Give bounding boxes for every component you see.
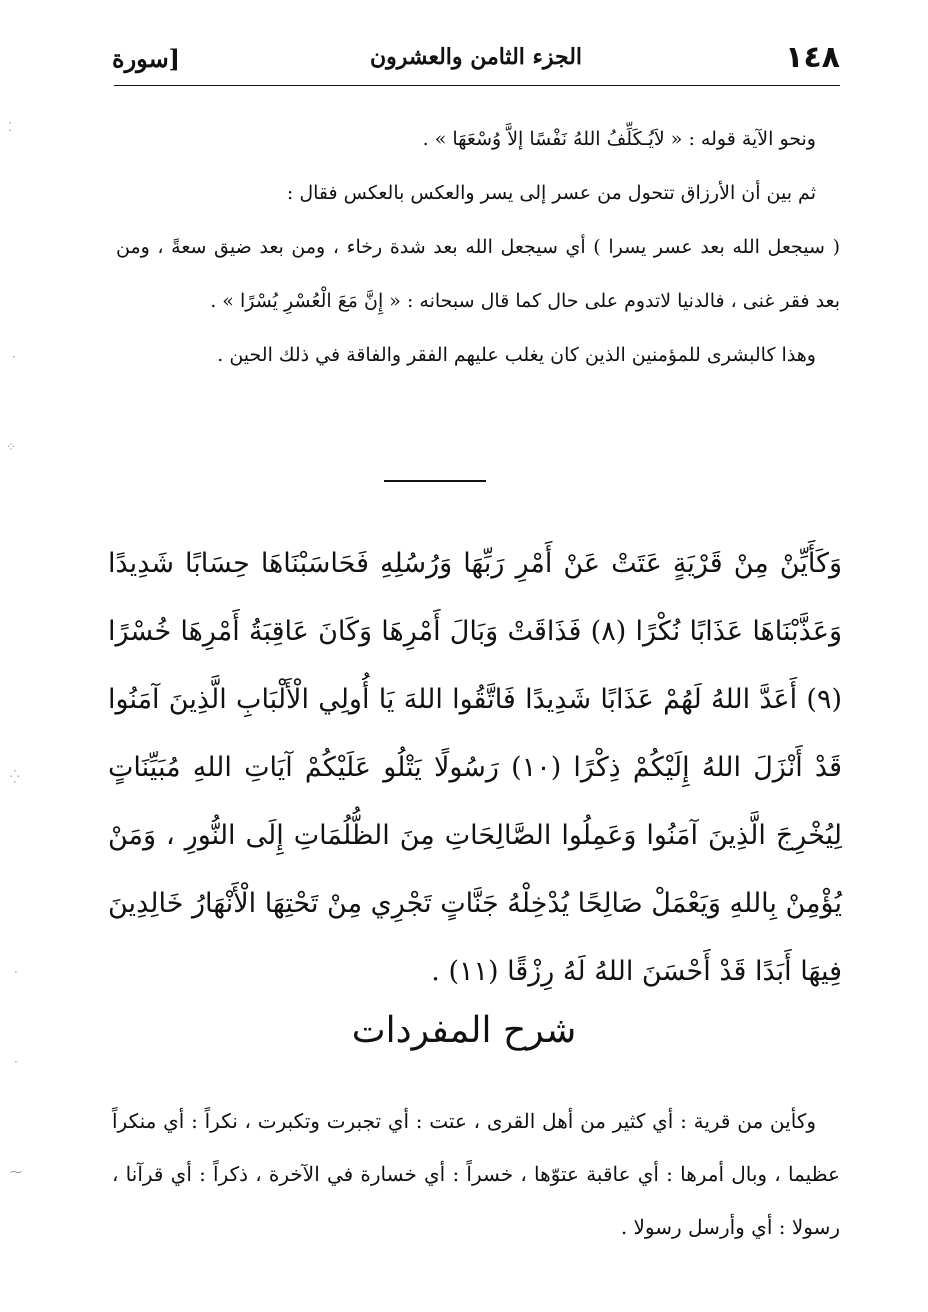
- sura-label: [سورة: [112, 44, 181, 73]
- quran-verses: [108, 530, 842, 1006]
- commentary-paragraph: ثم بين أن الأرزاق تتحول من عسر إلى يسر والعكس بالعكس فقال :: [286, 182, 816, 204]
- running-title: الجزء الثامن والعشرون: [369, 44, 583, 70]
- commentary-block: [116, 112, 840, 382]
- glossary-block: [112, 1095, 840, 1254]
- margin-speck: ·: [12, 350, 16, 364]
- commentary-paragraph: ( سيجعل الله بعد عسر يسرا ) أي سيجعل الله بعد شدة رخاء ، ومن بعد ضيق سعةً ، ومن بعد فقر غنى ، فالدنيا لاتدوم على حال كما قال سبحانه : « إِنَّ مَعَ الْعُسْرِ يُسْرًا » .: [116, 236, 840, 312]
- page-number: ١٤٨: [785, 40, 840, 75]
- margin-speck: ⁚: [8, 120, 12, 134]
- verses-text: وَكَأَيِّنْ مِنْ قَرْيَةٍ عَتَتْ عَنْ أَمْرِ رَبِّهَا وَرُسُلِهِ فَحَاسَبْنَاهَا حِسَابًا شَدِيدًا وَعَذَّبْنَاهَا عَذَابًا نُكْرًا (٨) فَذَاقَتْ وَبَالَ أَمْرِهَا وَكَانَ عَاقِبَةُ أَمْرِهَا خُسْرًا (٩) أَعَدَّ اللهُ لَهُمْ عَذَابًا شَدِيدًا فَاتَّقُوا اللهَ يَا أُولِي الْأَلْبَابِ الَّذِينَ آمَنُوا قَدْ أَنْزَلَ اللهُ إِلَيْكُمْ ذِكْرًا (١٠) رَسُولًا يَتْلُو عَلَيْكُمْ آيَاتِ اللهِ مُبَيِّنَاتٍ لِيُخْرِجَ الَّذِينَ آمَنُوا وَعَمِلُوا الصَّالِحَاتِ مِنَ الظُّلُمَاتِ إِلَى النُّورِ ، وَمَنْ يُؤْمِنْ بِاللهِ وَيَعْمَلْ صَالِحًا يُدْخِلْهُ جَنَّاتٍ تَجْرِي مِنْ تَحْتِهَا الْأَنْهَارُ خَالِدِينَ فِيهَا أَبَدًا قَدْ أَحْسَنَ اللهُ لَهُ رِزْقًا (١١) .: [108, 548, 842, 987]
- margin-speck: ⁘: [6, 440, 17, 454]
- margin-speck: ⁛: [10, 770, 20, 784]
- margin-speck: ·: [14, 965, 18, 979]
- header-rule: [114, 85, 840, 86]
- commentary-paragraph: وهذا كالبشرى للمؤمنين الذين كان يغلب عليهم الفقر والفاقة في ذلك الحين .: [217, 344, 816, 366]
- margin-speck: ·: [14, 1055, 18, 1069]
- margin-speck: ⁓: [10, 1165, 22, 1179]
- glossary-text: وكأين من قرية : أي كثير من أهل القرى ، عتت : أي تجبرت وتكبرت ، نكراً : أي منكراً عظيما ، وبال أمرها : أي عاقبة عتوّها ، خسراً : أي خسارة في الآخرة ، ذكراً : أي قرآنا ، رسولا : أي وأرسل رسولا .: [112, 1109, 840, 1239]
- page-header: [112, 36, 840, 86]
- section-heading: شرح المفردات: [351, 1010, 577, 1051]
- section-divider: [384, 480, 486, 482]
- commentary-paragraph: ونحو الآية قوله : « لاَيُـكَلِّفُ اللهُ نَفْسًا إلاَّ وُسْعَهَا » .: [422, 128, 816, 150]
